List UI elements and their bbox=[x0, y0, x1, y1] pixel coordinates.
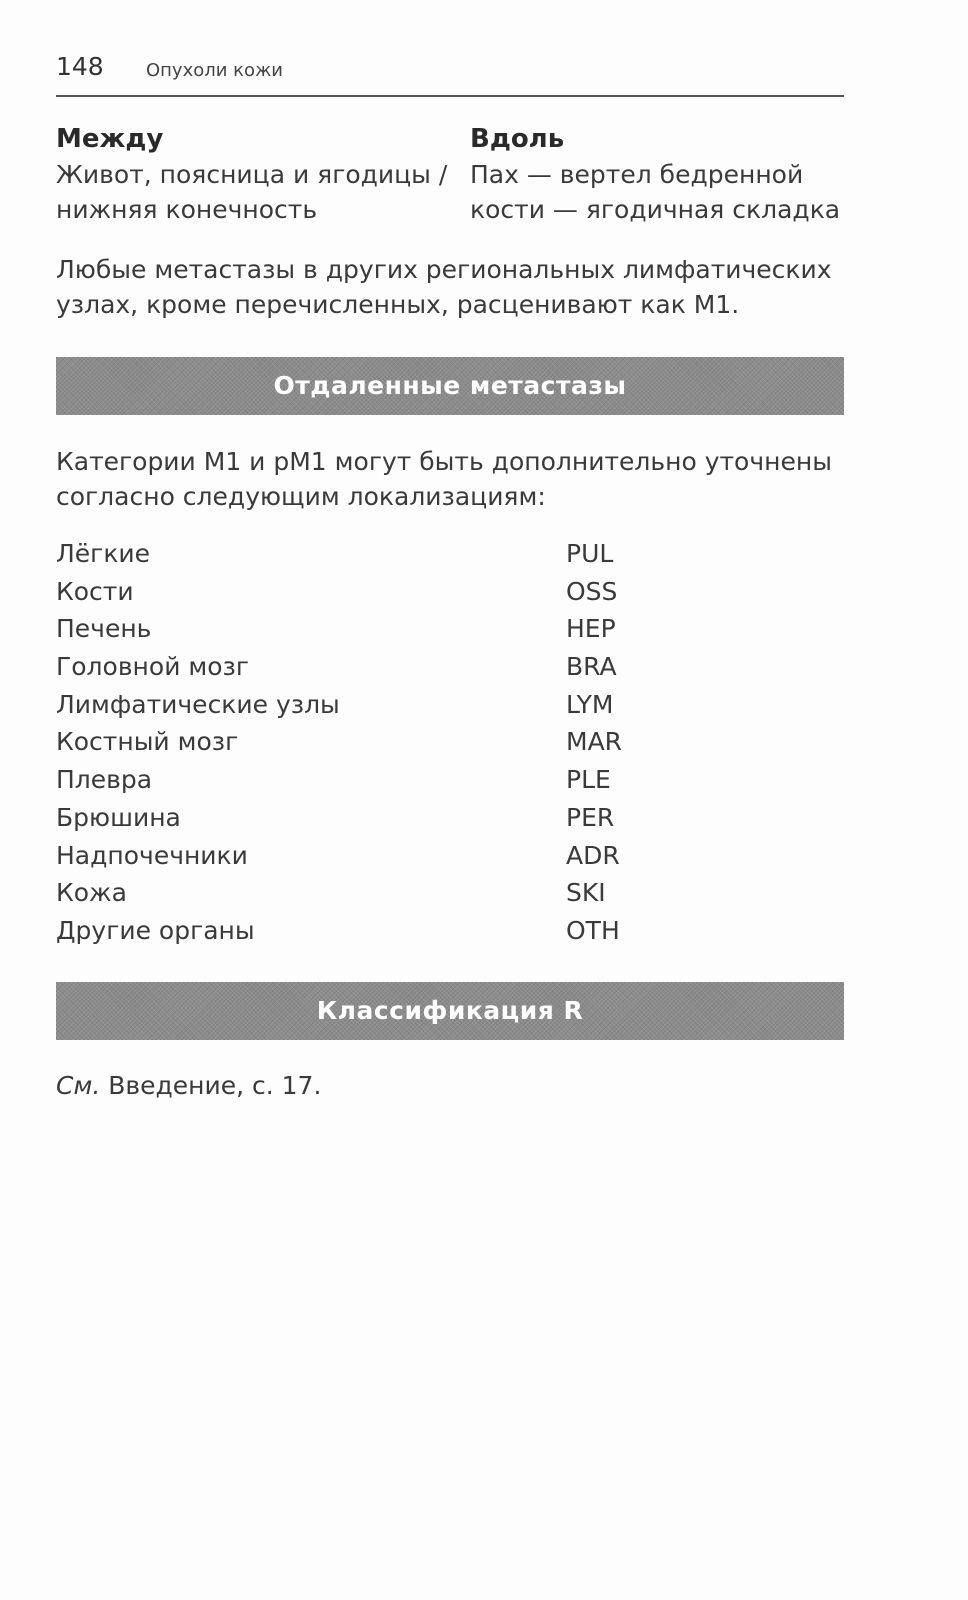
site-code: MAR bbox=[566, 727, 623, 757]
site-code: BRA bbox=[566, 652, 617, 682]
site-name: Плевра bbox=[56, 765, 153, 795]
site-row bbox=[56, 723, 844, 761]
site-row bbox=[56, 874, 844, 912]
site-code: LYM bbox=[566, 689, 614, 719]
between-column bbox=[56, 122, 466, 227]
site-name: Брюшина bbox=[56, 802, 181, 832]
site-row bbox=[56, 573, 844, 611]
along-text-line: Пах — вертел бедренной bbox=[470, 160, 804, 189]
page-number: 148 bbox=[56, 52, 104, 81]
reference-see: См. bbox=[56, 1071, 101, 1100]
regional-note-line: узлах, кроме перечисленных, расценивают как M1. bbox=[56, 290, 740, 319]
site-name: Печень bbox=[56, 614, 152, 644]
distant-intro bbox=[56, 444, 844, 514]
site-row bbox=[56, 610, 844, 648]
distant-intro-line: Категории M1 и pM1 могут быть дополнительно уточнены bbox=[56, 447, 832, 476]
section-heading-distant-metastases: Отдаленные метастазы bbox=[56, 357, 844, 415]
site-name: Кости bbox=[56, 576, 134, 606]
site-code: OTH bbox=[566, 915, 620, 945]
site-name: Надпочечники bbox=[56, 840, 248, 870]
site-code: ADR bbox=[566, 840, 620, 870]
along-text-line: кости — ягодичная складка bbox=[470, 195, 841, 224]
running-title: Опухоли кожи bbox=[146, 60, 283, 81]
site-row bbox=[56, 837, 844, 875]
site-name: Другие органы bbox=[56, 915, 255, 945]
site-code: HEP bbox=[566, 614, 616, 644]
between-heading: Между bbox=[56, 124, 164, 154]
site-row bbox=[56, 799, 844, 837]
site-row bbox=[56, 761, 844, 799]
site-name: Кожа bbox=[56, 878, 127, 908]
regional-note bbox=[56, 252, 844, 322]
reference-note bbox=[56, 1068, 321, 1103]
site-code: OSS bbox=[566, 576, 618, 606]
section-heading-r-classification: Классификация R bbox=[56, 982, 844, 1040]
site-name: Головной мозг bbox=[56, 652, 249, 682]
site-row bbox=[56, 912, 844, 950]
site-row bbox=[56, 686, 844, 724]
site-code: SKI bbox=[566, 878, 606, 908]
header-rule bbox=[56, 95, 844, 97]
along-column bbox=[470, 122, 850, 227]
metastasis-site-list bbox=[56, 535, 844, 950]
between-text-line: нижняя конечность bbox=[56, 195, 318, 224]
site-row bbox=[56, 648, 844, 686]
site-name: Лёгкие bbox=[56, 539, 151, 568]
along-heading: Вдоль bbox=[470, 124, 565, 154]
running-head bbox=[56, 52, 844, 82]
site-row bbox=[56, 535, 844, 573]
reference-text: Введение, с. 17. bbox=[100, 1071, 322, 1100]
site-name: Костный мозг bbox=[56, 727, 239, 757]
site-name: Лимфатические узлы bbox=[56, 689, 340, 719]
site-code: PLE bbox=[566, 765, 611, 795]
between-text-line: Живот, поясница и ягодицы / bbox=[56, 160, 448, 189]
distant-intro-line: согласно следующим локализациям: bbox=[56, 482, 546, 511]
site-code: PUL bbox=[566, 539, 614, 568]
site-code: PER bbox=[566, 802, 615, 832]
regional-note-line: Любые метастазы в других региональных лимфатических bbox=[56, 255, 832, 284]
